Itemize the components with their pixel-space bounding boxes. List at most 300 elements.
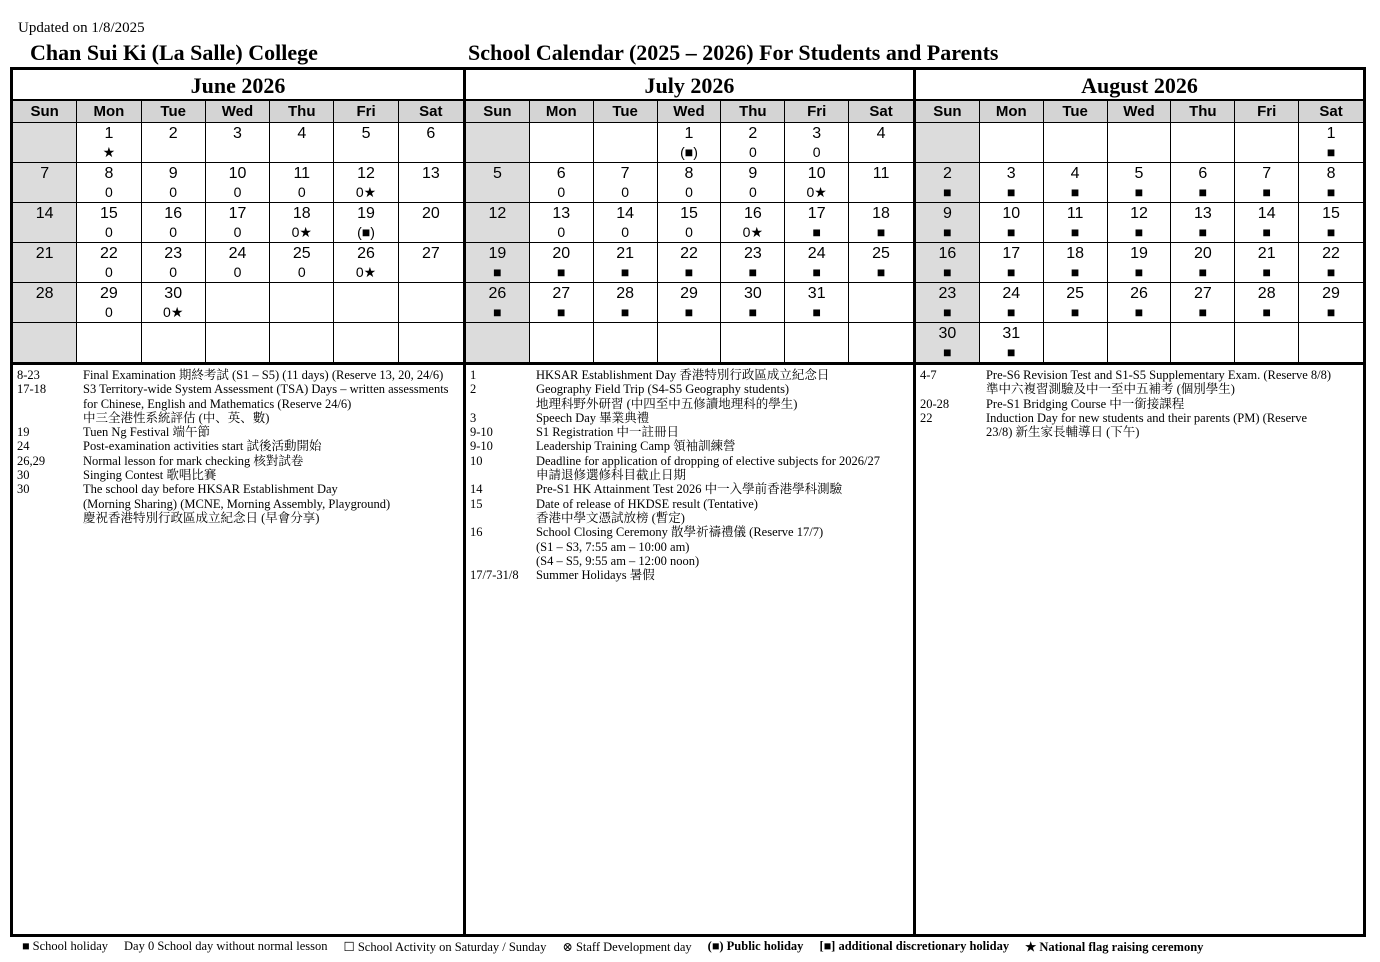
day-cell bbox=[1108, 243, 1172, 283]
day-number: 23 bbox=[938, 285, 957, 302]
event-text: Pre-S6 Revision Test and S1-S5 Supplementary Exam. (Reserve 8/8) 準中六複習測驗及中一至中五補考 (個別學生) bbox=[985, 368, 1332, 397]
day-cell bbox=[1299, 243, 1363, 283]
day-cell bbox=[399, 243, 463, 283]
day-marker: 0 bbox=[233, 184, 242, 200]
event-text: The school day before HKSAR Establishment Day (Morning Sharing) (MCNE, Morning Assembly, Playground) 慶祝香港特別行政區成立紀念日 (早會分享) bbox=[83, 482, 391, 525]
day-number bbox=[1171, 123, 1234, 125]
event-date: 15 bbox=[469, 496, 483, 511]
day-number bbox=[785, 323, 848, 325]
day-marker: 0 bbox=[105, 264, 113, 280]
day-number: 6 bbox=[556, 165, 566, 182]
day-marker: ■ bbox=[1198, 304, 1208, 320]
day-marker: ■ bbox=[1326, 224, 1336, 240]
event-date: 16 bbox=[469, 525, 483, 540]
day-cell bbox=[721, 243, 785, 283]
event-text: Geography Field Trip (S4-S5 Geography students) 地理科野外研習 (中四至中五修讀地理科的學生) bbox=[535, 382, 798, 411]
day-number: 10 bbox=[1002, 205, 1021, 222]
day-number bbox=[399, 283, 463, 285]
day-number: 8 bbox=[684, 165, 694, 182]
day-number: 11 bbox=[1066, 205, 1084, 222]
day-number: 22 bbox=[100, 245, 118, 262]
day-marker: ■ bbox=[1134, 304, 1144, 320]
day-cell bbox=[594, 163, 658, 203]
day-number: 28 bbox=[35, 285, 54, 302]
day-marker: 0 bbox=[105, 304, 113, 320]
day-number: 29 bbox=[100, 285, 118, 302]
event-date: 10 bbox=[469, 453, 483, 468]
day-marker: 0 bbox=[297, 184, 306, 200]
day-cell bbox=[721, 203, 785, 243]
day-cell bbox=[1171, 203, 1235, 243]
day-marker: ■ bbox=[876, 264, 886, 280]
day-cell bbox=[849, 203, 913, 243]
day-number bbox=[1044, 123, 1107, 125]
day-marker: ■ bbox=[1070, 304, 1080, 320]
day-cell bbox=[785, 163, 849, 203]
event-text: Singing Contest 歌唱比賽 bbox=[83, 468, 217, 483]
day-number: 31 bbox=[807, 285, 826, 302]
day-number: 3 bbox=[1006, 165, 1016, 182]
day-marker: ■ bbox=[1326, 264, 1336, 280]
day-cell bbox=[466, 163, 530, 203]
day-number bbox=[142, 323, 205, 325]
day-cell bbox=[206, 243, 270, 283]
day-cell bbox=[721, 123, 785, 163]
day-number: 12 bbox=[1130, 205, 1148, 222]
day-cell bbox=[658, 123, 722, 163]
day-marker: 0 bbox=[685, 224, 693, 240]
day-cell bbox=[206, 123, 270, 163]
event-item bbox=[17, 482, 459, 525]
day-marker: ■ bbox=[1007, 264, 1016, 280]
event-text: Normal lesson for mark checking 核對試卷 bbox=[83, 453, 304, 468]
day-cell bbox=[334, 323, 398, 363]
day-number: 15 bbox=[100, 205, 118, 222]
day-cell bbox=[1235, 203, 1299, 243]
event-date: 22 bbox=[919, 410, 933, 425]
day-marker: ■ bbox=[943, 224, 952, 240]
day-cell bbox=[270, 203, 334, 243]
day-marker: ■ bbox=[557, 264, 566, 280]
day-number: 17 bbox=[228, 205, 247, 222]
day-marker: ■ bbox=[748, 304, 758, 320]
day-number bbox=[1235, 123, 1298, 125]
day-marker: ■ bbox=[812, 224, 821, 240]
event-item bbox=[470, 482, 909, 496]
day-number bbox=[13, 123, 76, 125]
month-title: June 2026 bbox=[13, 70, 463, 101]
event-item bbox=[470, 568, 909, 582]
day-cell bbox=[594, 323, 658, 363]
event-text: Deadline for application of dropping of elective subjects for 2026/27 申請退修選修科目截止日期 bbox=[535, 453, 880, 483]
day-number: 4 bbox=[1070, 165, 1080, 182]
weekday-header: Tue bbox=[594, 101, 658, 123]
weekday-header: Mon bbox=[77, 101, 141, 123]
day-cell bbox=[785, 243, 849, 283]
day-number: 16 bbox=[743, 205, 762, 222]
day-marker: 0 bbox=[169, 224, 178, 240]
day-number: 25 bbox=[872, 245, 890, 262]
day-cell bbox=[916, 243, 980, 283]
day-cell bbox=[334, 283, 398, 323]
day-cell bbox=[980, 163, 1044, 203]
day-cell bbox=[206, 163, 270, 203]
event-date: 8-23 bbox=[17, 368, 40, 382]
day-number: 14 bbox=[35, 205, 54, 222]
weekday-header: Sat bbox=[399, 101, 463, 123]
weekday-header: Sun bbox=[13, 101, 77, 123]
day-number: 27 bbox=[1193, 285, 1212, 302]
day-marker: 0 bbox=[557, 184, 566, 200]
day-marker: ■ bbox=[943, 264, 952, 280]
day-cell bbox=[1044, 123, 1108, 163]
day-number: 13 bbox=[421, 165, 440, 182]
day-number: 1 bbox=[1326, 125, 1336, 142]
day-marker: ■ bbox=[557, 304, 566, 320]
day-cell bbox=[270, 323, 334, 363]
legend-item: ⊗ Staff Development day bbox=[562, 940, 692, 954]
event-text: HKSAR Establishment Day 香港特別行政區成立紀念日 bbox=[535, 368, 830, 382]
event-text: Date of release of HKDSE result (Tentative) 香港中學文憑試放榜 (暫定) bbox=[535, 496, 758, 525]
day-number bbox=[980, 123, 1043, 125]
event-text: Induction Day for new students and their parents (PM) (Reserve 23/8) 新生家長輔導日 (下午) bbox=[985, 410, 1308, 440]
day-marker: 0★ bbox=[291, 224, 312, 240]
weekday-header: Thu bbox=[1171, 101, 1235, 123]
day-number: 7 bbox=[620, 165, 630, 182]
day-cell bbox=[530, 123, 594, 163]
day-cell bbox=[721, 163, 785, 203]
day-marker: 0 bbox=[105, 224, 113, 240]
event-date: 4-7 bbox=[919, 368, 937, 382]
day-number: 15 bbox=[1322, 205, 1340, 222]
day-marker: 0 bbox=[169, 264, 178, 280]
day-number: 26 bbox=[488, 285, 507, 302]
weekday-header: Thu bbox=[270, 101, 334, 123]
weekday-header: Tue bbox=[1044, 101, 1108, 123]
school-name: Chan Sui Ki (La Salle) College bbox=[30, 40, 318, 65]
day-marker: 0 bbox=[169, 184, 178, 200]
event-text: Post-examination activities start 試後活動開始 bbox=[83, 439, 322, 454]
weekday-header: Tue bbox=[142, 101, 206, 123]
day-number bbox=[658, 323, 721, 325]
event-item bbox=[920, 397, 1359, 411]
day-number: 22 bbox=[1322, 245, 1340, 262]
event-item bbox=[17, 454, 459, 468]
weekday-header: Mon bbox=[980, 101, 1044, 123]
day-cell bbox=[399, 123, 463, 163]
day-cell bbox=[334, 123, 398, 163]
day-number: 1 bbox=[684, 125, 694, 142]
event-item bbox=[920, 411, 1359, 440]
month-june bbox=[13, 70, 463, 934]
day-cell bbox=[334, 203, 398, 243]
day-number: 1 bbox=[104, 125, 114, 142]
day-cell bbox=[1235, 123, 1299, 163]
day-cell bbox=[270, 243, 334, 283]
legend-item: [■] additional discretionary holiday bbox=[819, 939, 1010, 953]
day-number: 13 bbox=[552, 205, 571, 222]
day-number: 30 bbox=[164, 285, 183, 302]
day-cell bbox=[530, 243, 594, 283]
day-marker: ■ bbox=[1198, 264, 1208, 280]
day-cell bbox=[849, 283, 913, 323]
event-date: 1 bbox=[469, 368, 477, 382]
month-august bbox=[913, 70, 1363, 934]
event-text: S3 Territory-wide System Assessment (TSA) Days – written assessments for Chinese, English and Mathematics (Reserve 24/6) 中三全港性系統評估 (中、英、數) bbox=[83, 382, 449, 425]
event-date: 26,29 bbox=[17, 453, 46, 468]
day-cell bbox=[206, 323, 270, 363]
day-number bbox=[721, 323, 784, 325]
day-marker: 0★ bbox=[355, 264, 377, 280]
event-item bbox=[470, 368, 909, 382]
day-cell bbox=[270, 123, 334, 163]
day-cell bbox=[980, 203, 1044, 243]
weekday-header: Sun bbox=[466, 101, 530, 123]
day-cell bbox=[13, 203, 77, 243]
day-marker: 0★ bbox=[742, 224, 763, 240]
day-marker: ■ bbox=[493, 304, 502, 320]
day-number: 10 bbox=[807, 165, 826, 182]
day-number: 4 bbox=[297, 125, 307, 142]
day-cell bbox=[466, 283, 530, 323]
weekday-header: Fri bbox=[785, 101, 849, 123]
day-number bbox=[530, 323, 593, 325]
day-cell bbox=[1171, 163, 1235, 203]
day-number: 9 bbox=[748, 165, 758, 182]
day-cell bbox=[270, 163, 334, 203]
day-number: 24 bbox=[1002, 285, 1021, 302]
day-number: 15 bbox=[680, 205, 698, 222]
day-cell bbox=[849, 123, 913, 163]
day-cell bbox=[1299, 163, 1363, 203]
day-number: 31 bbox=[1002, 325, 1021, 342]
day-marker: 0★ bbox=[806, 184, 827, 200]
day-number: 5 bbox=[1134, 165, 1144, 182]
day-number: 24 bbox=[807, 245, 826, 262]
day-number: 2 bbox=[168, 125, 178, 142]
calendar-title: School Calendar (2025 – 2026) For Students and Parents bbox=[468, 40, 999, 65]
day-cell bbox=[206, 283, 270, 323]
day-cell bbox=[142, 203, 206, 243]
day-number: 6 bbox=[1198, 165, 1208, 182]
day-number: 9 bbox=[168, 165, 178, 182]
day-cell bbox=[13, 323, 77, 363]
day-cell bbox=[142, 323, 206, 363]
day-marker: 0 bbox=[105, 184, 113, 200]
day-cell bbox=[658, 283, 722, 323]
day-number: 19 bbox=[1130, 245, 1148, 262]
day-number: 23 bbox=[164, 245, 183, 262]
day-cell bbox=[1044, 283, 1108, 323]
day-cell bbox=[785, 123, 849, 163]
event-text: Speech Day 畢業典禮 bbox=[535, 410, 650, 425]
day-cell bbox=[1299, 283, 1363, 323]
month-grid bbox=[466, 101, 913, 365]
event-date: 30 bbox=[17, 482, 30, 497]
day-marker: 0 bbox=[748, 184, 757, 200]
event-text: Summer Holidays 暑假 bbox=[535, 568, 655, 583]
day-marker: 0 bbox=[557, 224, 566, 240]
day-number: 17 bbox=[1002, 245, 1021, 262]
day-number: 7 bbox=[40, 165, 50, 182]
day-cell bbox=[980, 243, 1044, 283]
day-number: 21 bbox=[1257, 245, 1276, 262]
day-marker: 0 bbox=[297, 264, 306, 280]
day-number: 11 bbox=[293, 165, 311, 182]
day-number bbox=[530, 123, 593, 125]
day-cell bbox=[142, 283, 206, 323]
day-cell bbox=[1044, 243, 1108, 283]
event-item bbox=[17, 382, 459, 425]
day-cell bbox=[1235, 323, 1299, 363]
day-number: 24 bbox=[228, 245, 247, 262]
weekday-header: Wed bbox=[206, 101, 270, 123]
weekday-header: Sun bbox=[916, 101, 980, 123]
day-cell bbox=[1171, 323, 1235, 363]
event-date: 9-10 bbox=[469, 439, 493, 454]
day-number: 18 bbox=[292, 205, 311, 222]
day-marker: 0 bbox=[621, 224, 630, 240]
day-cell bbox=[658, 323, 722, 363]
events-list bbox=[916, 365, 1363, 439]
day-cell bbox=[399, 283, 463, 323]
day-number: 21 bbox=[616, 245, 635, 262]
day-number bbox=[594, 123, 657, 125]
day-cell bbox=[980, 323, 1044, 363]
day-cell bbox=[466, 323, 530, 363]
day-cell bbox=[13, 123, 77, 163]
day-cell bbox=[334, 243, 398, 283]
day-marker: 0★ bbox=[163, 304, 184, 320]
day-number: 29 bbox=[680, 285, 698, 302]
day-cell bbox=[849, 163, 913, 203]
day-marker: ■ bbox=[876, 224, 886, 240]
day-cell bbox=[142, 243, 206, 283]
day-cell bbox=[530, 323, 594, 363]
event-item bbox=[470, 382, 909, 411]
day-cell bbox=[916, 163, 980, 203]
day-number: 26 bbox=[1130, 285, 1148, 302]
day-number: 14 bbox=[616, 205, 635, 222]
day-number: 2 bbox=[942, 165, 952, 182]
day-number: 5 bbox=[361, 125, 371, 142]
day-marker: (■) bbox=[357, 224, 375, 240]
day-number bbox=[399, 323, 463, 325]
day-number: 3 bbox=[812, 125, 822, 142]
event-date: 30 bbox=[17, 468, 30, 483]
day-number: 8 bbox=[1326, 165, 1336, 182]
month-grid bbox=[13, 101, 463, 365]
legend-item: Day 0 School day without normal lesson bbox=[124, 939, 328, 953]
event-text: S1 Registration 中一註冊日 bbox=[535, 425, 680, 440]
day-cell bbox=[658, 203, 722, 243]
day-cell bbox=[1171, 243, 1235, 283]
day-cell bbox=[466, 123, 530, 163]
day-number: 14 bbox=[1257, 205, 1276, 222]
day-cell bbox=[849, 323, 913, 363]
day-cell bbox=[785, 283, 849, 323]
day-cell bbox=[13, 243, 77, 283]
day-cell bbox=[77, 203, 141, 243]
day-marker: ■ bbox=[1134, 224, 1144, 240]
day-number: 18 bbox=[872, 205, 890, 222]
weekday-header: Mon bbox=[530, 101, 594, 123]
day-number: 5 bbox=[492, 165, 502, 182]
day-cell bbox=[849, 243, 913, 283]
day-cell bbox=[1299, 203, 1363, 243]
day-cell bbox=[1108, 123, 1172, 163]
day-cell bbox=[1299, 123, 1363, 163]
day-cell bbox=[785, 203, 849, 243]
day-cell bbox=[206, 203, 270, 243]
day-number: 2 bbox=[748, 125, 758, 142]
day-cell bbox=[980, 283, 1044, 323]
day-marker: 0 bbox=[748, 144, 757, 160]
day-number bbox=[1299, 323, 1363, 325]
day-number bbox=[334, 283, 397, 285]
weekday-header: Thu bbox=[721, 101, 785, 123]
day-cell bbox=[530, 163, 594, 203]
day-cell bbox=[658, 163, 722, 203]
day-cell bbox=[594, 123, 658, 163]
weekday-header: Fri bbox=[334, 101, 398, 123]
legend-item: ■ School holiday bbox=[22, 939, 109, 953]
day-marker: ■ bbox=[684, 264, 694, 280]
event-item bbox=[920, 368, 1359, 397]
day-number: 12 bbox=[357, 165, 375, 182]
day-marker: ■ bbox=[493, 264, 502, 280]
day-number: 16 bbox=[164, 205, 183, 222]
day-number bbox=[1171, 323, 1234, 325]
day-marker: ★ bbox=[102, 144, 116, 160]
event-date: 14 bbox=[469, 482, 483, 497]
updated-date: Updated on 1/8/2025 bbox=[18, 20, 145, 36]
day-number bbox=[916, 123, 979, 125]
day-number: 26 bbox=[357, 245, 375, 262]
day-cell bbox=[13, 163, 77, 203]
events-list bbox=[466, 365, 913, 582]
day-marker: 0 bbox=[233, 264, 242, 280]
day-cell bbox=[916, 123, 980, 163]
weekday-header: Sat bbox=[1299, 101, 1363, 123]
event-text: Leadership Training Camp 領袖訓練營 bbox=[535, 439, 736, 454]
event-item bbox=[470, 454, 909, 483]
day-number: 30 bbox=[743, 285, 762, 302]
day-number: 7 bbox=[1262, 165, 1272, 182]
event-item bbox=[470, 411, 909, 425]
legend-item: ★ National flag raising ceremony bbox=[1025, 940, 1204, 954]
day-number bbox=[1108, 123, 1171, 125]
calendar-frame bbox=[10, 67, 1366, 937]
event-date: 24 bbox=[17, 439, 30, 454]
day-cell bbox=[594, 243, 658, 283]
day-cell bbox=[1108, 203, 1172, 243]
day-marker: (■) bbox=[680, 144, 698, 160]
day-marker: ■ bbox=[1326, 184, 1336, 200]
day-number: 6 bbox=[426, 125, 436, 142]
day-number bbox=[849, 323, 913, 325]
day-cell bbox=[399, 163, 463, 203]
day-marker: ■ bbox=[1007, 184, 1016, 200]
day-marker: ■ bbox=[1326, 144, 1336, 160]
day-number: 13 bbox=[1193, 205, 1212, 222]
event-item bbox=[470, 497, 909, 526]
day-number bbox=[849, 283, 913, 285]
day-cell bbox=[13, 283, 77, 323]
event-text: Pre-S1 Bridging Course 中一銜接課程 bbox=[985, 396, 1185, 411]
day-marker: ■ bbox=[748, 264, 758, 280]
day-marker: ■ bbox=[1007, 344, 1016, 360]
